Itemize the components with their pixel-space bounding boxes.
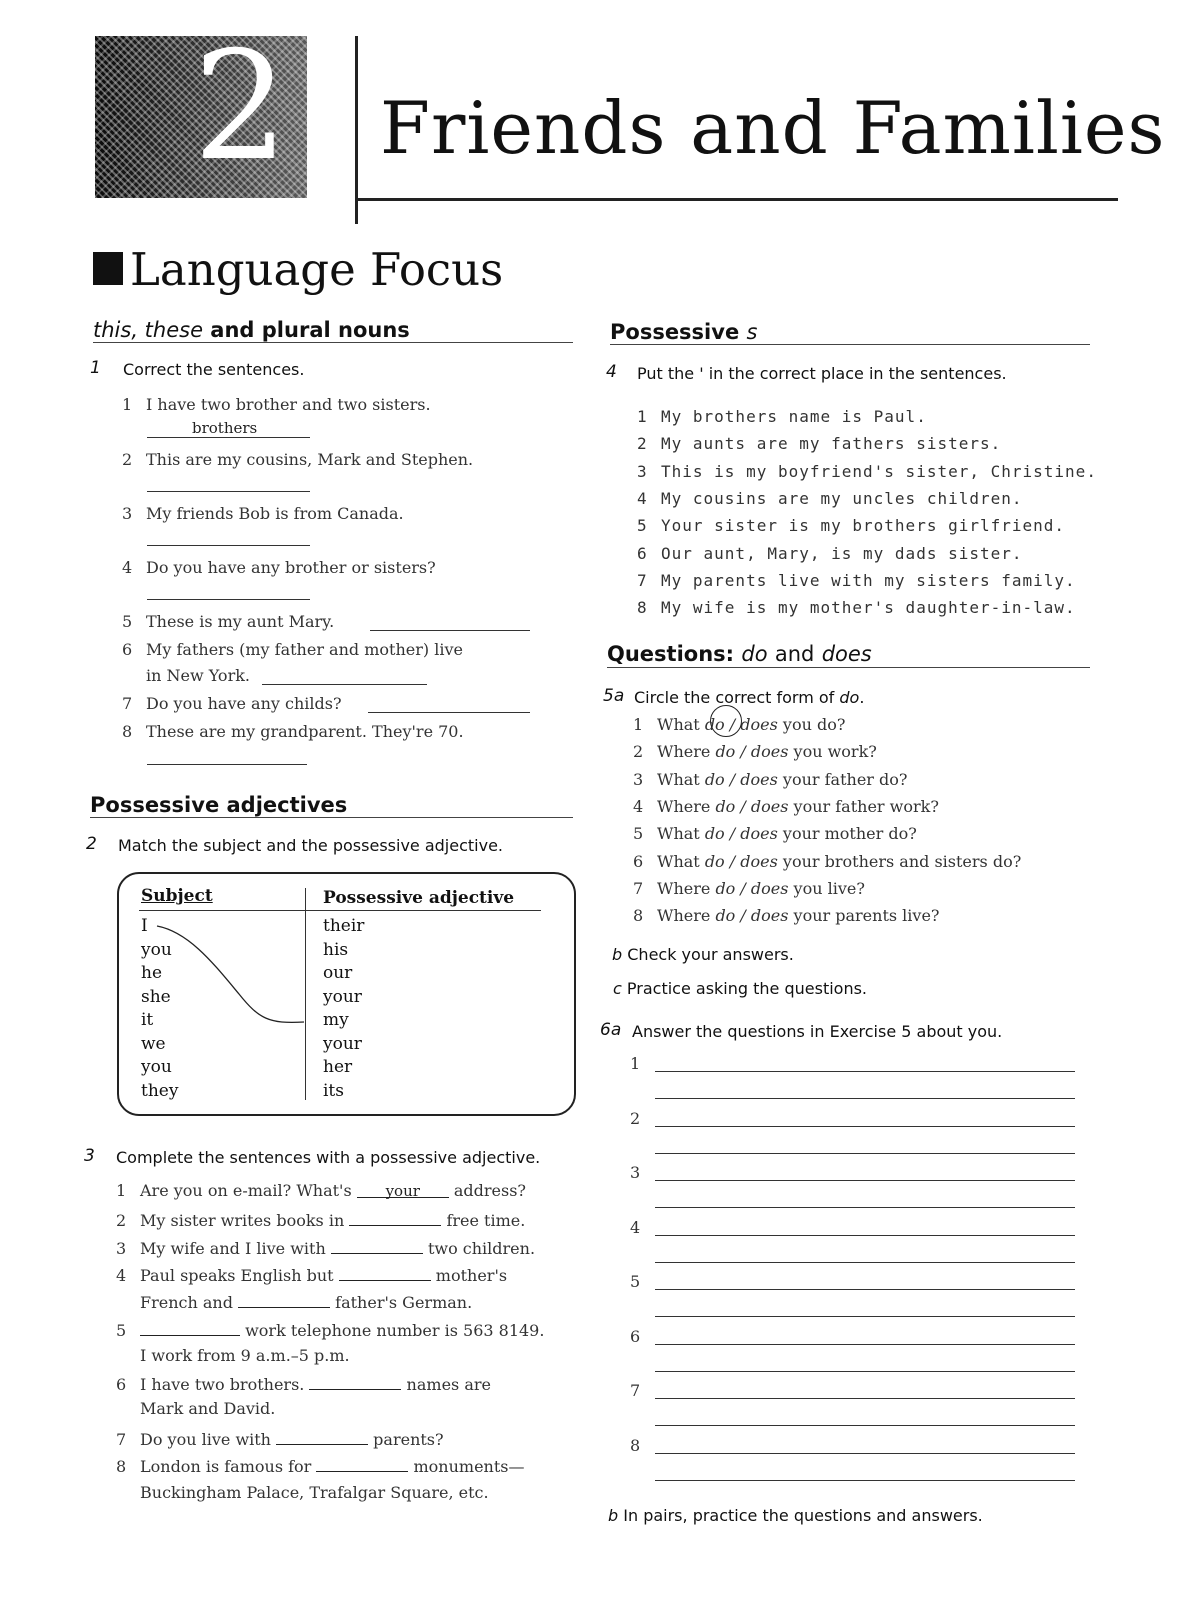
exercise-instruction: Complete the sentences with a possessive adjective. xyxy=(116,1148,541,1167)
sub-label: b xyxy=(612,945,623,964)
table-adjective: her xyxy=(323,1057,353,1077)
fill-blank[interactable] xyxy=(238,1293,330,1308)
item-text: two children. xyxy=(427,1239,536,1258)
item-number: 8 xyxy=(116,1457,127,1476)
answer-line[interactable] xyxy=(147,491,310,492)
item-text: your father do? xyxy=(782,769,908,789)
instruction-text: Circle the correct form of xyxy=(634,688,840,707)
item-text: French and xyxy=(140,1293,233,1312)
item-text: What xyxy=(657,715,700,734)
fill-blank[interactable] xyxy=(316,1457,408,1472)
item-text: My fathers (my father and mother) live xyxy=(146,640,463,659)
item-text: Our aunt, Mary, is my dads sister. xyxy=(661,543,1023,563)
table-adjective: my xyxy=(323,1010,349,1030)
list-item xyxy=(633,769,908,789)
item-number: 6 xyxy=(637,543,648,563)
item-number: 6 xyxy=(633,851,644,871)
fill-blank[interactable] xyxy=(339,1266,431,1281)
table-adjective: its xyxy=(323,1080,344,1101)
item-text: Where xyxy=(657,742,711,762)
instruction-text: . xyxy=(859,688,865,707)
table-adjective: your xyxy=(323,1033,362,1054)
list-item xyxy=(116,1457,525,1475)
sub-text: In pairs, practice the questions and answers. xyxy=(623,1506,983,1525)
item-text: Do you have any brother or sisters? xyxy=(146,558,436,577)
list-item xyxy=(633,796,939,816)
section-marker-square xyxy=(93,252,123,285)
item-text: What xyxy=(657,824,700,844)
list-item xyxy=(637,409,927,425)
item-number: 2 xyxy=(122,450,133,469)
item-number: 5 xyxy=(116,1321,127,1340)
list-item-continued: I work from 9 a.m.–5 p.m. xyxy=(140,1346,350,1365)
line-number: 7 xyxy=(630,1381,641,1400)
list-item xyxy=(633,744,877,760)
list-item-continued xyxy=(140,1293,472,1311)
answer-line[interactable] xyxy=(655,1153,1075,1154)
heading-possessive-s xyxy=(610,322,757,343)
list-item xyxy=(116,1239,535,1257)
item-text: you live? xyxy=(793,878,865,898)
item-number: 1 xyxy=(116,1181,127,1200)
item-text: your brothers and sisters do? xyxy=(782,851,1022,871)
item-text: free time. xyxy=(446,1211,526,1230)
table-subject: we xyxy=(141,1033,166,1054)
item-number: 1 xyxy=(633,715,644,734)
list-item xyxy=(633,878,865,898)
handwritten-answer: your xyxy=(385,1182,420,1200)
sub-exercise-c xyxy=(613,981,867,997)
answer-circle xyxy=(710,705,742,737)
line-number: 5 xyxy=(630,1272,641,1291)
list-item xyxy=(116,1266,507,1284)
item-number: 7 xyxy=(122,694,133,713)
exercise-instruction: Correct the sentences. xyxy=(123,360,305,379)
heading-text: and xyxy=(774,642,815,666)
table-subject: you xyxy=(141,1057,172,1077)
item-text: your father work? xyxy=(793,796,939,816)
section-title: Language Focus xyxy=(130,243,504,296)
item-text: your mother do? xyxy=(782,824,917,844)
item-text: I have two brother and two sisters. xyxy=(146,395,431,414)
exercise-number: 2 xyxy=(86,834,97,854)
item-number: 5 xyxy=(637,516,648,536)
item-text: What xyxy=(657,851,700,871)
answer-line[interactable] xyxy=(655,1425,1075,1426)
do-does-options[interactable]: do / does xyxy=(704,824,778,844)
exercise-number: 6a xyxy=(600,1020,622,1040)
list-item xyxy=(633,851,1022,871)
list-item xyxy=(116,1211,525,1229)
heading-rule xyxy=(90,817,573,818)
answer-line[interactable] xyxy=(147,545,310,546)
item-text: father's German. xyxy=(335,1293,473,1312)
exercise-number: 4 xyxy=(606,362,617,382)
item-number: 4 xyxy=(122,558,133,577)
answer-line[interactable] xyxy=(655,1262,1075,1263)
item-text: My wife and I live with xyxy=(140,1239,326,1258)
list-item xyxy=(122,642,463,658)
list-item xyxy=(637,600,1076,616)
item-text: These are my grandparent. They're 70. xyxy=(146,722,464,741)
heading-italic: does xyxy=(821,642,872,666)
item-number: 3 xyxy=(633,769,644,789)
answer-line[interactable] xyxy=(147,764,307,765)
list-item xyxy=(122,397,431,413)
item-text: My aunts are my fathers sisters. xyxy=(661,434,1002,454)
list-item-continued: Buckingham Palace, Trafalgar Square, etc. xyxy=(140,1483,489,1502)
answer-line[interactable] xyxy=(655,1180,1075,1181)
table-subject: it xyxy=(141,1010,154,1030)
title-rule xyxy=(355,198,1118,201)
answer-line[interactable] xyxy=(655,1071,1075,1072)
item-number: 1 xyxy=(122,395,133,414)
answer-line[interactable] xyxy=(655,1344,1075,1345)
list-item xyxy=(637,488,1023,508)
chapter-number-box xyxy=(95,36,307,198)
answer-line[interactable] xyxy=(370,630,530,631)
item-number: 8 xyxy=(633,906,644,926)
do-does-options[interactable]: do / does xyxy=(715,878,789,898)
instruction-italic: do xyxy=(839,688,860,707)
fill-blank[interactable] xyxy=(357,1183,449,1198)
table-adjective: your xyxy=(323,986,362,1007)
item-text: What xyxy=(657,769,700,789)
heading-questions xyxy=(607,644,872,665)
chapter-title: Friends and Families xyxy=(380,86,1166,170)
item-text: London is famous for xyxy=(140,1457,312,1476)
exercise-number: 3 xyxy=(84,1146,95,1166)
item-number: 8 xyxy=(637,598,648,618)
list-item xyxy=(633,908,940,924)
item-text: Where xyxy=(657,906,711,926)
exercise-instruction xyxy=(634,690,864,706)
item-text: Your sister is my brothers girlfriend. xyxy=(661,516,1066,536)
fill-blank[interactable] xyxy=(140,1321,240,1336)
answer-line[interactable] xyxy=(262,684,427,685)
item-text: I have two brothers. xyxy=(140,1375,305,1394)
do-does-options[interactable]: do / does xyxy=(704,851,778,871)
answer-line[interactable] xyxy=(655,1126,1075,1127)
line-number: 2 xyxy=(630,1108,641,1128)
item-text-continued: in New York. xyxy=(146,666,250,685)
list-item xyxy=(122,724,464,740)
heading-rest: and plural nouns xyxy=(203,318,410,342)
answer-line[interactable] xyxy=(147,599,310,600)
list-item xyxy=(116,1183,526,1199)
item-text: My sister writes books in xyxy=(140,1211,345,1230)
line-number: 4 xyxy=(630,1217,641,1237)
sub-label: b xyxy=(608,1506,619,1525)
item-number: 3 xyxy=(637,461,648,481)
table-subject: they xyxy=(141,1080,179,1101)
do-does-options[interactable]: do / does xyxy=(704,769,778,789)
header-divider xyxy=(355,36,358,224)
item-text: parents? xyxy=(373,1430,444,1449)
item-number: 7 xyxy=(637,570,648,590)
item-number: 4 xyxy=(116,1266,127,1285)
heading-this-these xyxy=(93,320,410,341)
table-subject: you xyxy=(141,939,172,960)
fill-blank[interactable] xyxy=(276,1430,368,1445)
answer-line[interactable] xyxy=(655,1398,1075,1399)
sub-text: Check your answers. xyxy=(627,945,794,964)
item-text: My friends Bob is from Canada. xyxy=(146,504,404,523)
table-header-possessive: Possessive adjective xyxy=(323,888,515,908)
answer-line[interactable] xyxy=(655,1371,1075,1372)
item-number: 2 xyxy=(637,434,648,454)
item-text: work telephone number is 563 8149. xyxy=(245,1321,545,1340)
item-number: 3 xyxy=(122,504,133,523)
fill-blank[interactable] xyxy=(331,1239,423,1254)
answer-line[interactable] xyxy=(655,1289,1075,1290)
item-text: you do? xyxy=(782,715,846,734)
do-does-options[interactable]: do / does xyxy=(715,742,789,762)
item-text: you work? xyxy=(793,742,877,762)
list-item xyxy=(637,436,1001,452)
item-text: names are xyxy=(406,1375,491,1394)
exercise-number: 1 xyxy=(90,358,101,378)
item-text: My brothers name is Paul. xyxy=(661,407,927,426)
heading-rule xyxy=(93,342,573,343)
table-header-subject: Subject xyxy=(141,886,213,906)
item-text: Are you on e-mail? What's xyxy=(140,1181,352,1200)
item-text: My cousins are my uncles children. xyxy=(661,488,1023,508)
table-adjective: our xyxy=(323,963,353,983)
matching-table xyxy=(117,872,576,1116)
item-number: 5 xyxy=(122,612,133,631)
sub-text: Practice asking the questions. xyxy=(626,979,868,998)
exercise-instruction: Put the ' in the correct place in the sentences. xyxy=(637,364,1007,383)
list-item xyxy=(116,1321,544,1339)
handwritten-answer: brothers xyxy=(192,419,258,437)
item-text: Do you live with xyxy=(140,1430,271,1449)
fill-blank[interactable] xyxy=(309,1375,401,1390)
chapter-number: 2 xyxy=(193,36,289,194)
item-text: These is my aunt Mary. xyxy=(146,612,335,631)
item-number: 5 xyxy=(633,824,644,844)
answer-line[interactable] xyxy=(655,1480,1075,1481)
list-item xyxy=(637,518,1065,534)
list-item xyxy=(122,560,436,576)
list-item xyxy=(116,1430,444,1448)
item-number: 2 xyxy=(633,742,644,762)
table-subject: he xyxy=(141,963,163,983)
sub-exercise-b xyxy=(612,947,794,963)
sub-label: c xyxy=(613,979,622,998)
heading-rule xyxy=(607,667,1090,668)
answer-line[interactable] xyxy=(655,1453,1075,1454)
item-text: Do you have any childs? xyxy=(146,694,342,713)
table-subject: I xyxy=(141,916,148,936)
heading-possessive-adjectives: Possessive adjectives xyxy=(90,793,348,817)
item-number: 1 xyxy=(637,407,648,426)
table-subject: she xyxy=(141,986,171,1007)
item-text: mother's xyxy=(435,1266,508,1285)
heading-text: Questions: xyxy=(607,642,735,666)
do-does-options[interactable]: do / does xyxy=(704,715,778,734)
exercise-instruction: Answer the questions in Exercise 5 about you. xyxy=(632,1022,1003,1041)
item-text: monuments— xyxy=(413,1457,525,1476)
item-text: your parents live? xyxy=(793,906,940,926)
line-number: 6 xyxy=(630,1326,641,1346)
item-text: This is my boyfriend's sister, Christine. xyxy=(661,461,1097,481)
item-text: Paul speaks English but xyxy=(140,1266,334,1285)
table-adjective: his xyxy=(323,939,349,960)
list-item xyxy=(122,452,473,468)
heading-italic: s xyxy=(746,320,758,344)
heading-italic: this, these xyxy=(93,318,203,342)
heading-italic: do xyxy=(741,642,768,666)
table-adjective: their xyxy=(323,916,365,936)
answer-line[interactable] xyxy=(655,1235,1075,1236)
do-does-options[interactable]: do / does xyxy=(715,796,789,816)
list-item xyxy=(122,614,334,630)
answer-line[interactable] xyxy=(368,712,530,713)
item-number: 4 xyxy=(633,796,644,816)
answer-line[interactable] xyxy=(655,1316,1075,1317)
heading-text: Possessive xyxy=(610,320,747,344)
line-number: 1 xyxy=(630,1054,641,1073)
item-text: address? xyxy=(453,1181,526,1200)
item-number: 6 xyxy=(122,640,133,659)
line-number: 8 xyxy=(630,1435,641,1455)
item-text: Where xyxy=(657,878,711,898)
item-number: 8 xyxy=(122,722,133,741)
list-item xyxy=(637,570,1076,590)
item-number: 6 xyxy=(116,1375,127,1394)
exercise-number: 5a xyxy=(603,686,625,706)
line-number: 3 xyxy=(630,1163,641,1182)
list-item xyxy=(122,506,404,522)
sub-exercise-b xyxy=(608,1508,983,1524)
exercise-instruction: Match the subject and the possessive adjective. xyxy=(118,836,503,855)
do-does-options[interactable]: do / does xyxy=(715,906,789,926)
answer-line[interactable] xyxy=(655,1098,1075,1099)
item-number: 7 xyxy=(633,878,644,898)
item-number: 2 xyxy=(116,1211,127,1230)
list-item xyxy=(116,1375,491,1393)
list-item xyxy=(637,543,1023,563)
list-item xyxy=(122,696,342,712)
list-item xyxy=(637,461,1097,481)
item-number: 4 xyxy=(637,488,648,508)
answer-line[interactable] xyxy=(655,1207,1075,1208)
item-text: My wife is my mother's daughter-in-law. xyxy=(661,598,1076,618)
fill-blank[interactable] xyxy=(349,1211,441,1226)
item-text: This are my cousins, Mark and Stephen. xyxy=(146,450,474,469)
item-number: 3 xyxy=(116,1239,127,1258)
heading-rule xyxy=(610,344,1090,345)
list-item xyxy=(633,826,917,842)
item-text: Where xyxy=(657,796,711,816)
item-text: My parents live with my sisters family. xyxy=(661,570,1076,590)
matching-line xyxy=(119,874,574,1114)
answer-line[interactable] xyxy=(147,437,310,438)
list-item-continued: Mark and David. xyxy=(140,1399,276,1418)
item-number: 7 xyxy=(116,1430,127,1449)
